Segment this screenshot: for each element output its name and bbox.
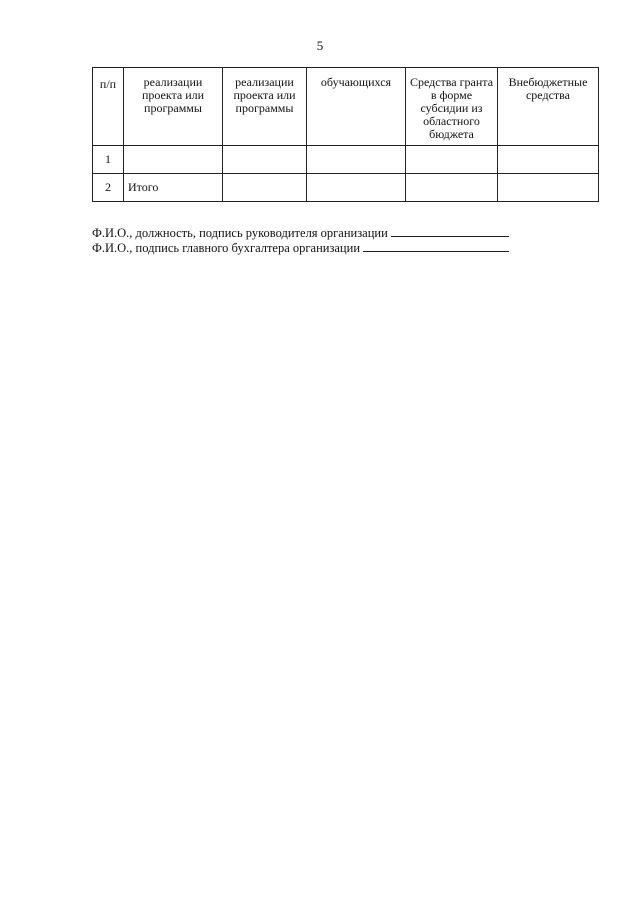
table-cell [406, 146, 498, 174]
accountant-signature-blank [363, 240, 509, 252]
director-signature-blank [391, 225, 509, 237]
table-cell [223, 146, 307, 174]
row-number-cell: 1 [93, 146, 124, 174]
header-cell: Внебюджетные средства [498, 68, 599, 146]
table-cell [307, 146, 406, 174]
header-cell: реализации проекта или программы [124, 68, 223, 146]
table-cell [124, 146, 223, 174]
table-cell [498, 174, 599, 202]
header-cell-index: п/п [93, 68, 124, 146]
director-signature-line [92, 225, 509, 240]
accountant-signature-line [92, 240, 509, 255]
accountant-signature-label: Ф.И.О., подпись главного бухгалтера организации [92, 241, 361, 255]
table-cell [223, 174, 307, 202]
signature-block [92, 225, 509, 255]
table-header-row [93, 68, 599, 146]
table-cell [406, 174, 498, 202]
budget-table [92, 67, 599, 202]
table-row [93, 146, 599, 174]
header-cell: Средства гранта в форме субсидии из областного бюджета [406, 68, 498, 146]
row-number-cell: 2 [93, 174, 124, 202]
table-row [93, 174, 599, 202]
total-label-cell: Итого [124, 174, 223, 202]
director-signature-label: Ф.И.О., должность, подпись руководителя организации [92, 226, 388, 240]
header-cell: реализации проекта или программы [223, 68, 307, 146]
table-cell [498, 146, 599, 174]
page-number: 5 [316, 38, 324, 53]
header-cell: обучающихся [307, 68, 406, 146]
table-cell [307, 174, 406, 202]
